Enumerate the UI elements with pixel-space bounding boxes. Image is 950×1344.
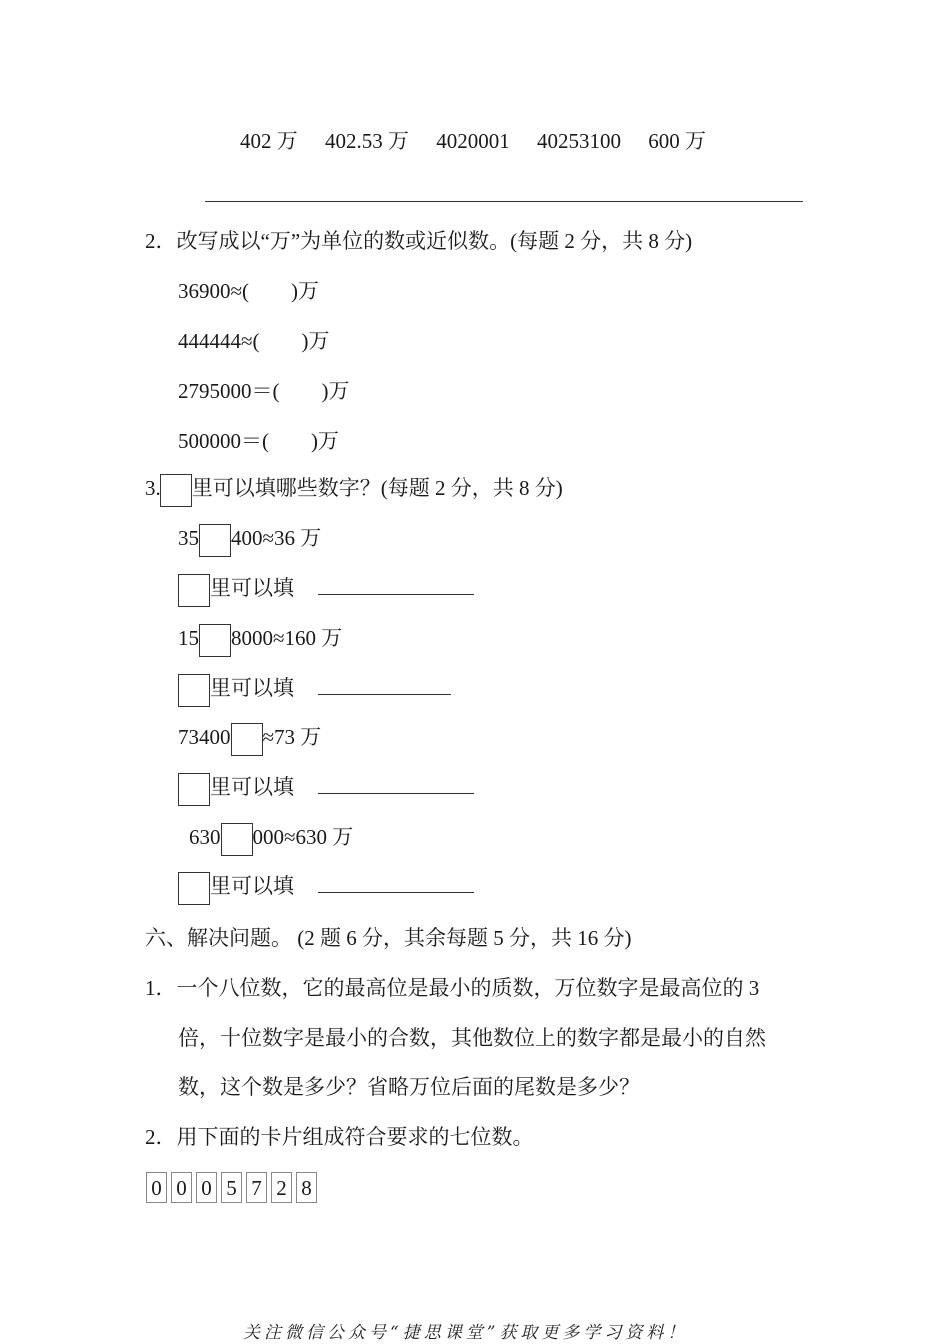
footer-note: 关注微信公众号“捷思课堂”获取更多学习资料！ xyxy=(243,1323,689,1343)
card-row xyxy=(146,1172,321,1203)
number-card[interactable]: 0 xyxy=(146,1172,167,1203)
number-item: 600 万 xyxy=(648,129,706,153)
number-list xyxy=(240,128,706,154)
q2-item: 500000＝( )万 xyxy=(178,429,339,453)
q2-item: 2795000＝( )万 xyxy=(178,379,350,403)
digit-box[interactable] xyxy=(231,723,263,756)
blank-box[interactable] xyxy=(178,872,210,905)
number-item: 402 万 xyxy=(240,129,298,153)
q2-item: 444444≈( )万 xyxy=(178,329,330,353)
number-card[interactable]: 0 xyxy=(196,1172,217,1203)
number-card[interactable]: 8 xyxy=(296,1172,317,1203)
q3-problem: 630 000≈630 万 xyxy=(189,820,353,856)
q3-problem: 73400 ≈73 万 xyxy=(178,720,321,756)
blank-box[interactable] xyxy=(178,773,210,806)
number-card[interactable]: 2 xyxy=(271,1172,292,1203)
problem-1-line: 1．一个八位数，它的最高位是最小的质数，万位数字是最高位的 3 xyxy=(145,976,760,1000)
section-title: 六、解决问题。 (2 题 6 分，其余每题 5 分，共 16 分) xyxy=(145,926,632,950)
answer-blank[interactable] xyxy=(318,574,474,595)
number-item: 4020001 xyxy=(436,129,510,153)
number-card[interactable]: 7 xyxy=(246,1172,267,1203)
q3-answer-row: 里可以填 xyxy=(178,571,474,607)
problem-1-line: 数，这个数是多少？省略万位后面的尾数是多少？ xyxy=(178,1075,640,1099)
number-item: 402.53 万 xyxy=(325,129,409,153)
q2-title: 2．改写成以“万”为单位的数或近似数。(每题 2 分，共 8 分) xyxy=(145,229,693,253)
blank-box[interactable] xyxy=(160,474,192,507)
answer-blank[interactable] xyxy=(318,674,451,695)
q3-problem: 15 8000≈160 万 xyxy=(178,621,342,657)
problem-1-line: 倍，十位数字是最小的合数，其他数位上的数字都是最小的自然 xyxy=(178,1026,766,1050)
q3-answer-row: 里可以填 xyxy=(178,869,474,905)
q3-answer-row: 里可以填 xyxy=(178,770,474,806)
digit-box[interactable] xyxy=(199,624,231,657)
number-card[interactable]: 0 xyxy=(171,1172,192,1203)
digit-box[interactable] xyxy=(221,823,253,856)
blank-box[interactable] xyxy=(178,574,210,607)
number-card[interactable]: 5 xyxy=(221,1172,242,1203)
digit-box[interactable] xyxy=(199,524,231,557)
answer-line xyxy=(205,201,803,202)
answer-blank[interactable] xyxy=(318,773,474,794)
blank-box[interactable] xyxy=(178,674,210,707)
q3-problem: 35 400≈36 万 xyxy=(178,521,321,557)
q2-item: 36900≈( )万 xyxy=(178,279,320,303)
answer-blank[interactable] xyxy=(318,872,474,893)
problem-2-title: 2．用下面的卡片组成符合要求的七位数。 xyxy=(145,1125,534,1149)
q3-title: 3. 里可以填哪些数字？(每题 2 分，共 8 分) xyxy=(145,471,563,507)
q3-answer-row: 里可以填 xyxy=(178,671,451,707)
number-item: 40253100 xyxy=(537,129,621,153)
